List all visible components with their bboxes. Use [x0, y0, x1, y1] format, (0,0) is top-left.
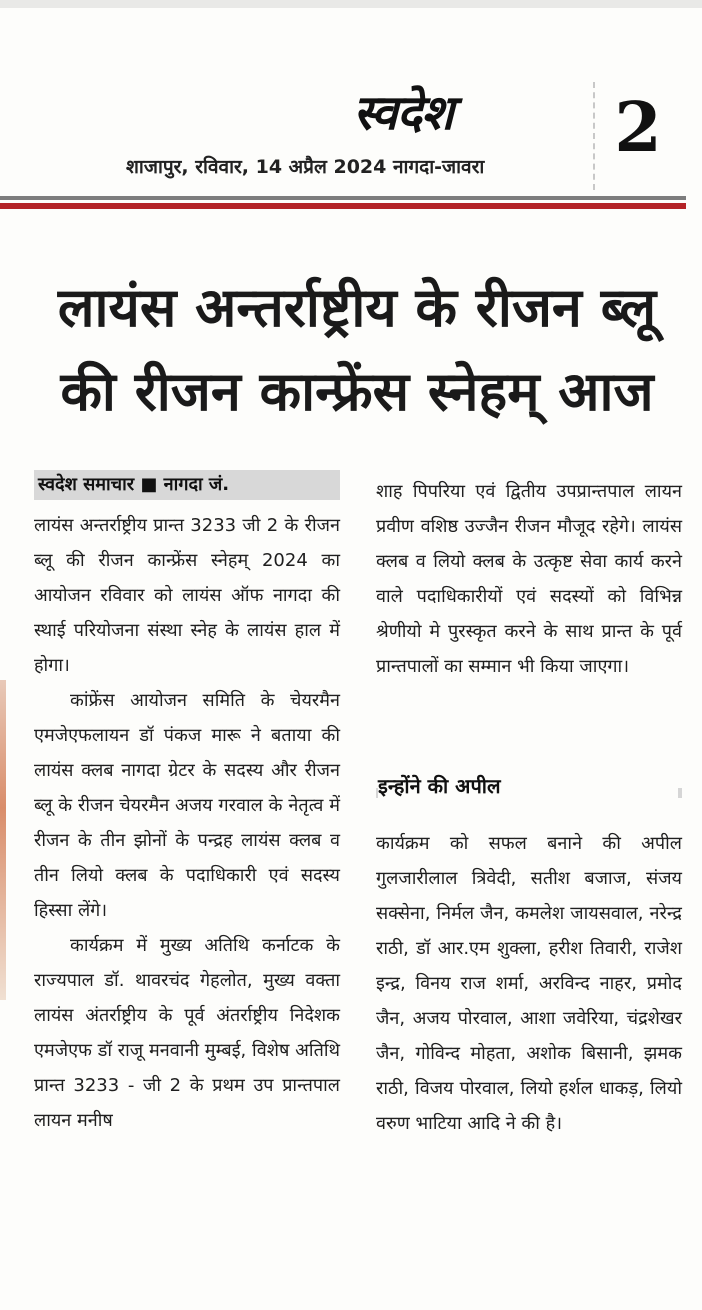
- paragraph-1: लायंस अन्तर्राष्ट्रीय प्रान्त 3233 जी 2 के रीजन ब्लू की रीजन कान्फ्रेंस स्नेहम् 2024 का आयोजन रविवार को लायंस ऑफ नागदा की स्थाई परियोजना संस्था स्नेह के लायंस हाल में होगा।: [34, 515, 340, 676]
- article-column-right: [376, 474, 682, 684]
- adjacent-photo-edge: [0, 680, 6, 1000]
- headline-line-1: लायंस अन्तर्राष्ट्रीय के रीजन ब्लू: [57, 276, 657, 339]
- header-rule-red: [0, 203, 686, 209]
- dateline: शाजापुर, रविवार, 14 अप्रैल 2024 नागदा-जावरा: [126, 156, 485, 178]
- headline-line-2: की रीजन कान्फ्रेंस स्नेहम् आज: [60, 360, 654, 423]
- page-top-edge: [0, 0, 702, 8]
- subheading: इन्होंने की अपील: [378, 768, 678, 804]
- article-headline: [22, 266, 692, 434]
- article-column-left: [34, 508, 340, 1138]
- paragraph-4: शाह पिपरिया एवं द्वितीय उपप्रान्तपाल लायन प्रवीण वशिष्ठ उज्जैन रीजन मौजूद रहेगे। लायंस क्लब व लियो क्लब के उत्कृष्ट सेवा कार्य करने वाले पदाधिकारीयों एवं सदस्यों को विभिन्न श्रेणीयो मे पुरस्कृत करने के साथ प्रान्त के पूर्व प्रान्तपालों का सम्मान भी किया जाएगा।: [376, 481, 682, 677]
- byline: स्वदेश समाचार ■ नागदा जं.: [38, 474, 230, 495]
- masthead-divider: [593, 82, 595, 190]
- header-rule-gray: [0, 196, 686, 200]
- paragraph-5: कार्यक्रम को सफल बनाने की अपील गुलजारीलाल त्रिवेदी, सतीश बजाज, संजय सक्सेना, निर्मल जैन, कमलेश जायसवाल, नरेन्द्र राठी, डॉ आर.एम शुक्ला, हरीश तिवारी, राजेश इन्द्र, विनय राज शर्मा, अरविन्द नाहर, प्रमोद जैन, अजय पोरवाल, आशा जवेरिया, चंद्रशेखर जैन, गोविन्द मोहता, अशोक बिसानी, झमक राठी, विजय पोरवाल, लियो हर्शल धाकड़, लियो वरुण भाटिया आदि ने की है।: [376, 833, 682, 1134]
- paragraph-3: कार्यक्रम में मुख्य अतिथि कर्नाटक के राज्यपाल डॉ. थावरचंद गेहलोत, मुख्य वक्ता लायंस अंतर्राष्ट्रीय के पूर्व अंतर्राष्ट्रीय निदेशक एमजेएफ डॉ राजू मनवानी मुम्बई, विशेष अतिथि प्रान्त 3233 - जी 2 के प्रथम उप प्रान्तपाल लायन मनीष: [34, 935, 340, 1131]
- article-column-right-lower: [376, 826, 682, 1141]
- newspaper-logo: स्वदेश: [353, 85, 453, 141]
- paragraph-2: कांफ्रेंस आयोजन समिति के चेयरमैन एमजेएफलायन डॉ पंकज मारू ने बताया की लायंस क्लब नागदा ग्रेटर के सदस्य और रीजन ब्लू के रीजन चेयरमैन अजय गरवाल के नेतृत्व में रीजन के तीन झोनों के पन्द्रह लायंस क्लब व तीन लियो क्लब के पदाधिकारी एवं सदस्य हिस्सा लेंगे।: [34, 690, 340, 921]
- page-number: 2: [614, 88, 662, 168]
